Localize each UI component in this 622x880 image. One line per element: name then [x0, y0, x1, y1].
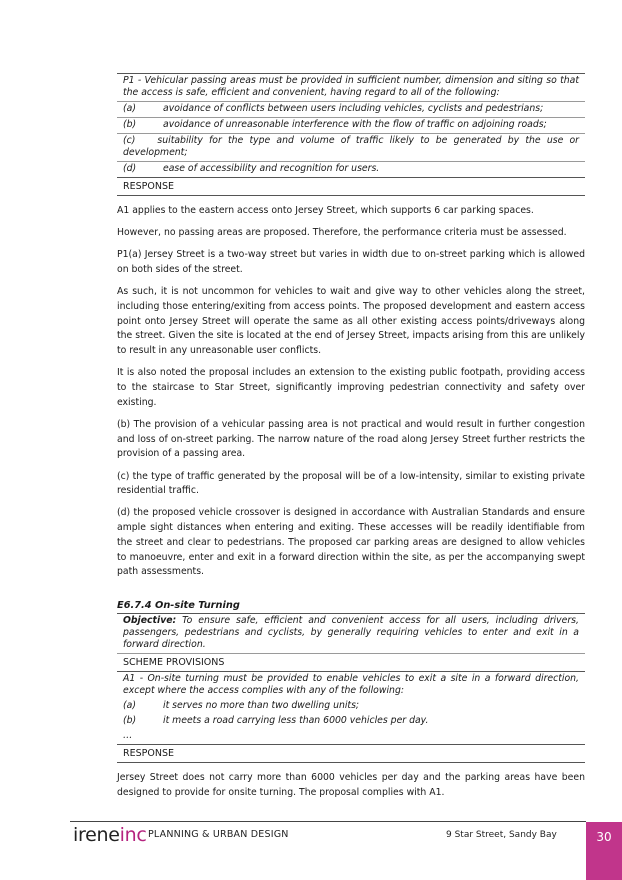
a1-ellipsis: … [123, 729, 133, 741]
objective-text [117, 613, 585, 654]
item-label: (d) [123, 163, 137, 174]
response-heading: RESPONSE [117, 177, 585, 196]
p1-item-c [117, 134, 585, 162]
response-paragraph: A1 applies to the eastern access onto Jersey Street, which supports 6 car parking spaces. [117, 205, 534, 216]
footer-address: 9 Star Street, Sandy Bay [446, 830, 557, 840]
item-label: (a) [123, 103, 136, 114]
response-paragraph: However, no passing areas are proposed. Therefore, the performance criteria must be assessed. [117, 227, 567, 239]
item-label: (b) [123, 119, 137, 130]
p1-provision-box [117, 73, 585, 196]
objective-body: To ensure safe, efficient and convenient access for all users, including drivers, passengers, pedestrians and cyclists, by generally requiring vehicles to enter and exit in a forward direction. [123, 614, 579, 650]
p1-item-a [117, 102, 585, 118]
response-paragraph: It is also noted the proposal includes an extension to the existing public footpath, providing access to the staircase to Star Street, significantly improving pedestrian connectivity and safety over existing. [117, 367, 585, 408]
a1-item-b [117, 714, 585, 729]
response-paragraph: P1(a) Jersey Street is a two-way street but varies in width due to on-street parking which is allowed on both sides of the street. [117, 249, 585, 276]
document-body [117, 73, 585, 808]
on-site-turning-box [117, 613, 585, 763]
brand-main: irene [73, 824, 120, 846]
a1-item-a [117, 699, 585, 714]
response-paragraph: Jersey Street does not carry more than 6000 vehicles per day and the parking areas have been designed to provide for onsite turning. The proposal complies with A1. [117, 771, 585, 798]
page-number: 30 [596, 830, 612, 844]
p1-item-b [117, 118, 585, 134]
item-text: avoidance of unreasonable interference with the flow of traffic on adjoining roads; [163, 119, 547, 130]
response-paragraph: (c) the type of traffic generated by the proposal will be of a low-intensity, similar to existing private residential traffic. [117, 470, 585, 497]
scheme-provisions-heading: SCHEME PROVISIONS [117, 654, 585, 672]
response-paragraph: (d) the proposed vehicle crossover is designed in accordance with Australian Standards and ensure ample sight distances when entering and exiting. These accesses will be readily identifiable from the street and clear to pedestrians. The proposed car parking areas are designed to allow vehicles to manoeuvre, enter and exit in a forward direction within the site, as per the accompanying swept path assessments. [117, 507, 585, 578]
item-label: (a) [123, 699, 136, 711]
item-text: it serves no more than two dwelling units; [163, 699, 360, 711]
brand-tagline: PLANNING & URBAN DESIGN [148, 829, 289, 840]
response-heading: RESPONSE [117, 744, 585, 763]
response-paragraph: (b) The provision of a vehicular passing area is not practical and would result in further congestion and loss of on-street parking. The narrow nature of the road along Jersey Street further restricts the provision of a passing area. [117, 418, 585, 460]
item-text: it meets a road carrying less than 6000 vehicles per day. [163, 714, 429, 726]
response-paragraph: As such, it is not uncommon for vehicles to wait and give way to other vehicles along the street, including those entering/exiting from access points. The proposed development and eastern access point onto Jersey Street will operate the same as all other existing access points/driveways along the street. Given the site is located at the end of Jersey Street, impacts arising from this are unlikely to result in any unreasonable user conflicts. [117, 286, 585, 357]
item-label: (b) [123, 714, 137, 726]
brand-accent: inc [119, 824, 147, 846]
item-text: avoidance of conflicts between users including vehicles, cyclists and pedestrians; [163, 103, 544, 114]
p1-item-d [117, 162, 585, 177]
item-text: ease of accessibility and recognition for users. [163, 163, 380, 174]
a1-text: A1 - On-site turning must be provided to enable vehicles to exit a site in a forward direction, except where the access complies with any of the following: [123, 672, 579, 696]
page-number-badge [586, 822, 622, 880]
footer-divider [70, 821, 586, 822]
objective-label: Objective: [123, 614, 177, 626]
p1-criteria-text: P1 - Vehicular passing areas must be provided in sufficient number, dimension and siting so that the access is safe, efficient and convenient, having regard to all of the following: [117, 73, 585, 102]
section-heading: E6.7.4 On-site Turning [117, 599, 240, 611]
item-label: (c) [123, 135, 136, 146]
brand-logo [73, 823, 146, 847]
item-text: suitability for the type and volume of traffic likely to be generated by the use or development; [123, 135, 579, 158]
